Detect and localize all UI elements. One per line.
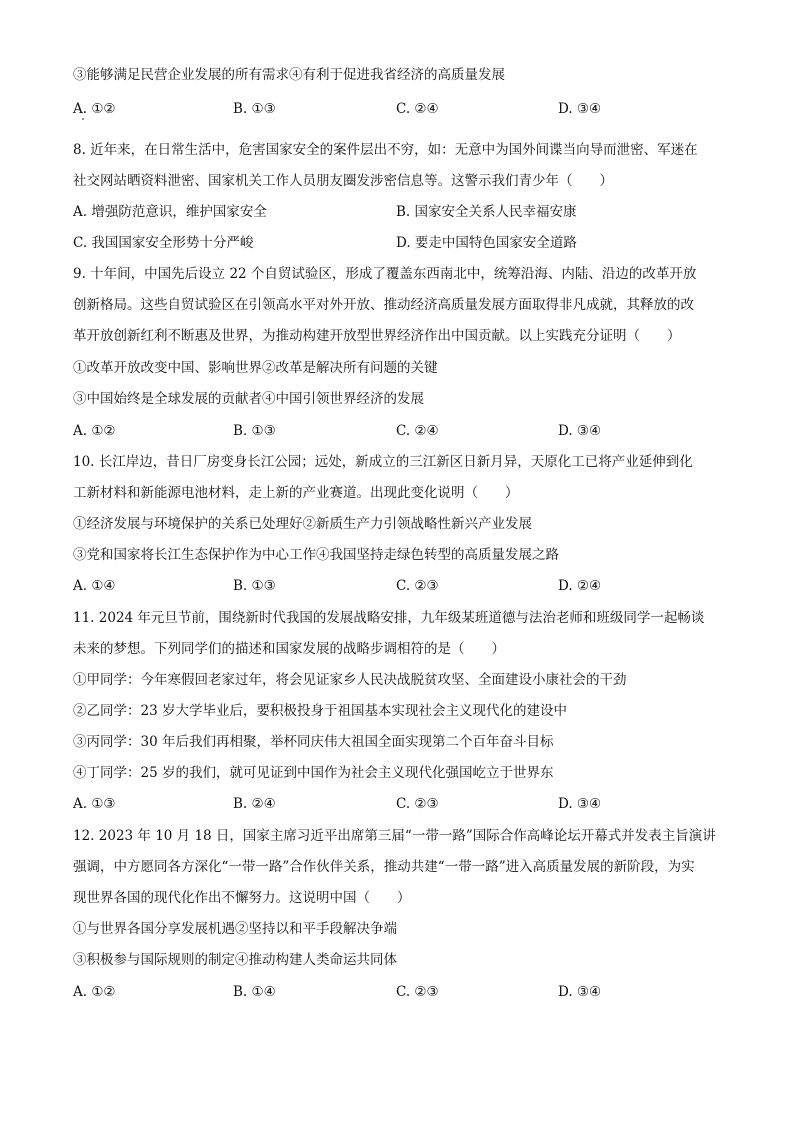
q12-stem-line-3: 现世界各国的现代化作出不懈努力。这说明中国（ ） <box>73 890 411 906</box>
q11-option-c: C. ②③ <box>396 796 439 812</box>
q11-stem-line-1: 11. 2024 年元旦节前，围绕新时代我国的发展战略安排，九年级某班道德与法治老师和班级同学一起畅谈 <box>73 610 705 626</box>
q9-statement-1-2: ①改革开放改变中国、影响世界②改革是解决所有问题的关键 <box>73 360 438 376</box>
q12-option-a: A. ①② <box>73 984 116 1000</box>
q7-option-b: B. ①③ <box>233 101 276 117</box>
q10-stem-line-2: 工新材料和新能源电池材料，走上新的产业赛道。出现此变化说明（ ） <box>73 485 519 501</box>
q12-stem-line-2: 强调，中方愿同各方深化“一带一路”合作伙伴关系，推动共建“一带一路”进入高质量发展的新阶段，为实 <box>73 859 695 875</box>
q10-statement-1-2: ①经济发展与环境保护的关系已处理好②新质生产力引领战略性新兴产业发展 <box>73 516 532 532</box>
q10-option-a: A. ①④ <box>73 578 116 594</box>
q12-option-b: B. ①④ <box>233 984 276 1000</box>
q11-stem-line-2: 未来的梦想。下列同学们的描述和国家发展的战略步调相符的是（ ） <box>73 641 505 657</box>
q10-option-b: B. ①③ <box>233 578 276 594</box>
q11-statement-3: ③丙同学：30 年后我们再相聚，举杯同庆伟大祖国全面实现第二个百年奋斗目标 <box>73 734 554 750</box>
q7-statement-3-4: ③能够满足民营企业发展的所有需求④有利于促进我省经济的高质量发展 <box>73 67 505 83</box>
q9-stem-line-3: 革开放创新红利不断惠及世界，为推动构建开放型世界经济作出中国贡献。以上实践充分证明（ ） <box>73 328 681 344</box>
q11-statement-1: ①甲同学：今年寒假回老家过年，将会见证家乡人民决战脱贫攻坚、全面建设小康社会的干劲 <box>73 672 627 688</box>
q7-option-d: D. ③④ <box>558 101 602 117</box>
q8-option-d: D. 要走中国特色国家安全道路 <box>396 235 577 251</box>
q9-stem-line-1: 9. 十年间，中国先后设立 22 个自贸试验区，形成了覆盖东西南北中，统筹沿海、内陆、沿边的改革开放 <box>73 266 697 282</box>
q12-option-c: C. ②③ <box>396 984 439 1000</box>
q9-option-c: C. ②④ <box>396 423 439 439</box>
q12-statement-3-4: ③积极参与国际规则的制定④推动构建人类命运共同体 <box>73 952 397 968</box>
q8-stem-line-1: 8. 近年来，在日常生活中，危害国家安全的案件层出不穷，如：无意中为国外间谍当向导而泄密、军迷在 <box>73 142 698 158</box>
q8-stem-line-2: 社交网站晒资料泄密、国家机关工作人员朋友圈发涉密信息等。这警示我们青少年（ ） <box>73 173 613 189</box>
q10-statement-3-4: ③党和国家将长江生态保护作为中心工作④我国坚持走绿色转型的高质量发展之路 <box>73 547 559 563</box>
q10-stem-line-1: 10. 长江岸边，昔日厂房变身长江公园；远处，新成立的三江新区日新月异，天原化工已将产业延伸到化 <box>73 454 693 470</box>
q12-statement-1-2: ①与世界各国分享发展机遇②坚持以和平手段解决争端 <box>73 921 397 937</box>
q9-statement-3-4: ③中国始终是全球发展的贡献者④中国引领世界经济的发展 <box>73 391 424 407</box>
q9-option-b: B. ①③ <box>233 423 276 439</box>
q10-option-d: D. ②④ <box>558 578 602 594</box>
q12-stem-line-1: 12. 2023 年 10 月 18 日，国家主席习近平出席第三届“一带一路”国际合作高峰论坛开幕式并发表主旨演讲 <box>73 828 716 844</box>
q9-option-a: A. ①② <box>73 423 116 439</box>
q10-option-c: C. ②③ <box>396 578 439 594</box>
q8-option-c: C. 我国国家安全形势十分严峻 <box>73 235 254 251</box>
q8-option-a: A. 增强防范意识，维护国家安全 <box>73 204 267 220</box>
q8-option-b: B. 国家安全关系人民幸福安康 <box>396 204 577 220</box>
q11-statement-4: ④丁同学：25 岁的我们，就可见证到中国作为社会主义现代化强国屹立于世界东 <box>73 765 554 781</box>
q9-stem-line-2: 创新格局。这些自贸试验区在引领高水平对外开放、推动经济高质量发展方面取得非凡成就，其释放的改 <box>73 297 694 313</box>
q11-option-b: B. ②④ <box>233 796 276 812</box>
q12-option-d: D. ③④ <box>558 984 602 1000</box>
q11-statement-2: ②乙同学：23 岁大学毕业后，要积极投身于祖国基本实现社会主义现代化的建设中 <box>73 703 567 719</box>
q9-option-d: D. ③④ <box>558 423 602 439</box>
q11-option-a: A. ①③ <box>73 796 116 812</box>
q11-option-d: D. ③④ <box>558 796 602 812</box>
stray-mark <box>82 118 84 120</box>
q7-option-a: A. ①② <box>73 101 116 117</box>
q7-option-c: C. ②④ <box>396 101 439 117</box>
